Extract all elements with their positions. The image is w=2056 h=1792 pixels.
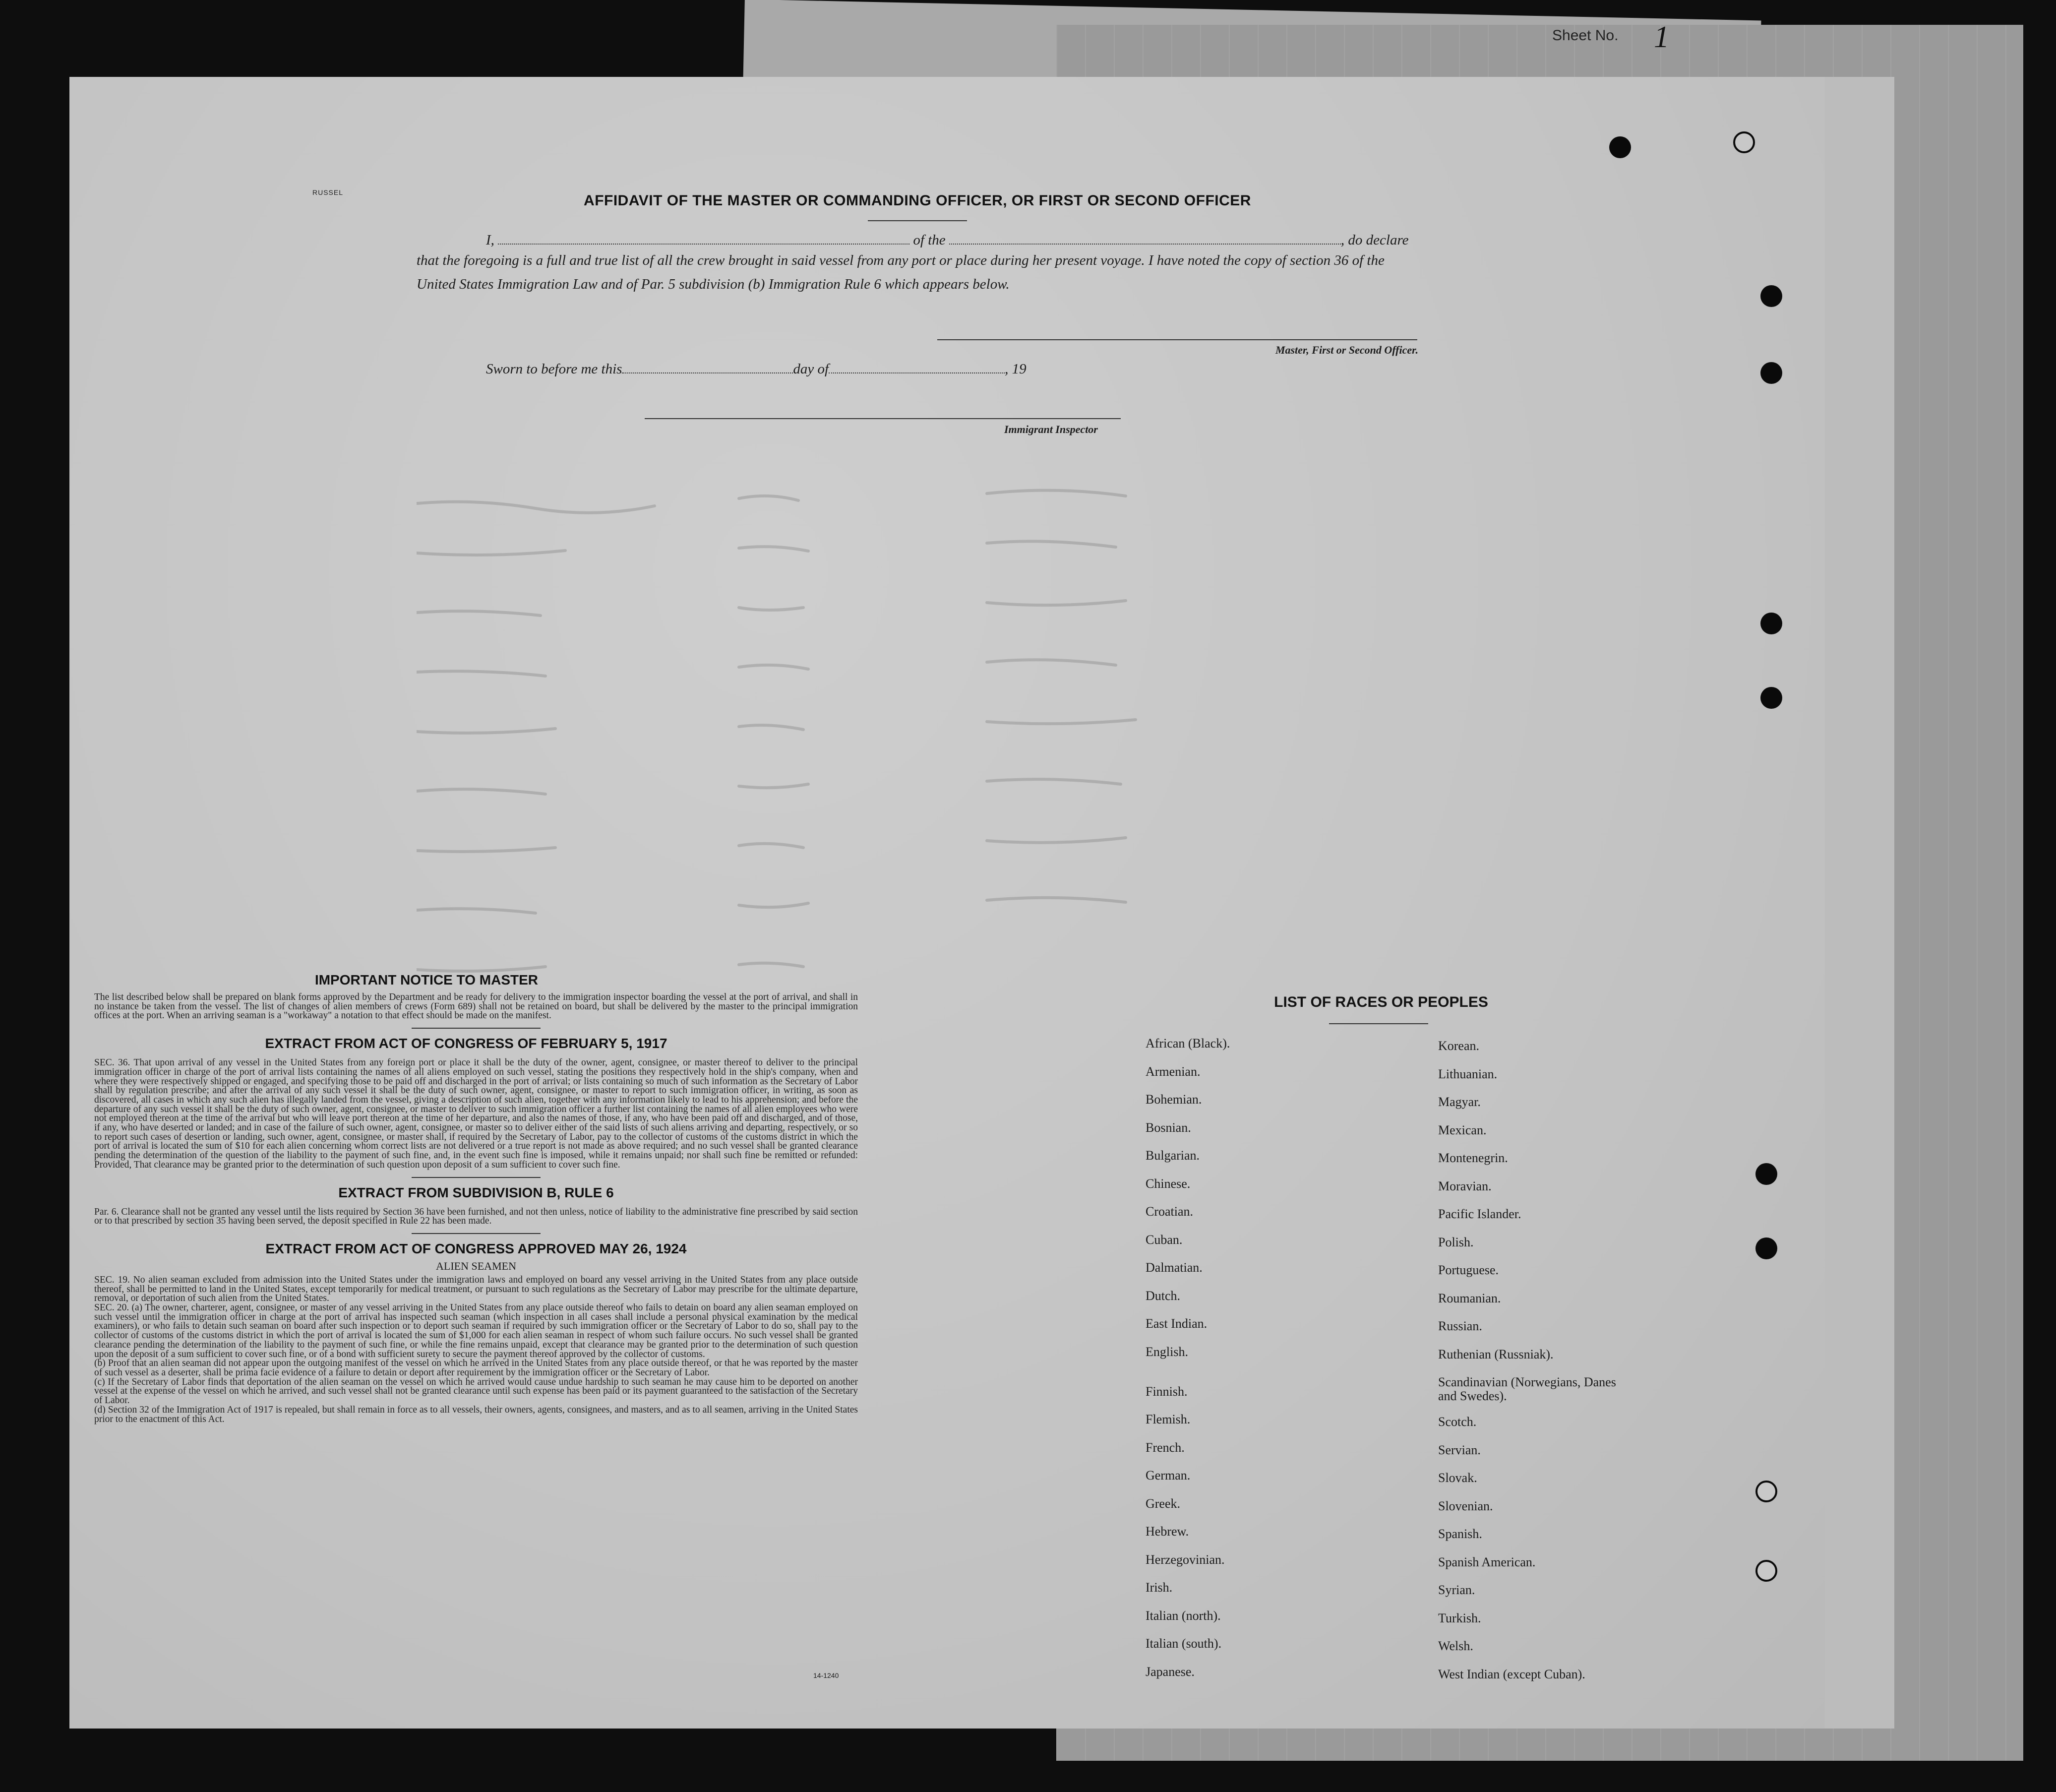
race-item: Pacific Islander. [1438,1207,1521,1221]
races-right-column [1438,1039,1627,1695]
race-item: Armenian. [1146,1064,1201,1079]
extract-1924-sec20c: (c) If the Secretary of Labor finds that deportation of the alien seaman on the vessel on which he arrived would cause undue hardship to such seaman he may cause him to be deported on another vessel at the expense of the vessel on which he arrived, and such vessel shall not be granted clearance until such expense has been paid or its payment guaranteed to the satisfaction of the Secretary of Labor. [94,1376,858,1406]
affidavit-section [417,192,1418,435]
race-item: Spanish. [1438,1527,1482,1541]
extract-1924-sec20b: (b) Proof that an alien seaman did not appear upon the outgoing manifest of the vessel on which he arrived in the United States from any place outside thereof, or that he was reported by the master of such vessel as a deserter, shall be prima facie evidence of a failure to detain or deport after requirement by the immigration officer or the Secretary of Labor. [94,1358,858,1378]
sworn-month-field[interactable] [829,362,1005,373]
extract-rule6-text: Par. 6. Clearance shall not be granted any vessel until the lists required by Section 36 have been furnished, and not then unless, notice of liability to the administrative fine prescribed by said section or to that prescribed by section 35 having been served, the deposit specified in Rule 22 has been made. [94,1206,858,1227]
race-item: Greek. [1146,1496,1181,1511]
punch-hole [1755,1481,1777,1502]
race-item: Bosnian. [1146,1120,1191,1135]
punch-hole [1755,1163,1777,1185]
race-item: Scandinavian (Norwegians, Danes and Swedes). [1438,1375,1616,1403]
extract-1924-sec20d: (d) Section 32 of the Immigration Act of 1917 is repealed, but shall remain in force as to all vessels, their owners, agents, consignees, and masters, and as to all seamen, arriving in the United States prior to the enactment of this Act. [94,1404,858,1424]
extract-1924-title: EXTRACT FROM ACT OF CONGRESS APPROVED MAY 26, 1924 [265,1240,687,1256]
race-item: African (Black). [1146,1036,1230,1050]
race-item: Bulgarian. [1146,1148,1200,1163]
sworn-prefix: Sworn to before me this [486,361,622,377]
race-item: Hebrew. [1146,1524,1189,1539]
race-item: Chinese. [1146,1176,1191,1191]
form-number: 14-1240 [813,1671,839,1679]
inspector-signature-line[interactable] [645,418,1121,419]
race-item: Roumanian. [1438,1291,1501,1305]
race-item: German. [1146,1468,1191,1483]
punch-hole [1760,285,1782,307]
extract-rule6-title: EXTRACT FROM SUBDIVISION B, RULE 6 [338,1184,614,1200]
affidavit-body: that the foregoing is a full and true list of all the crew brought in said vessel from any port or place during her present voyage. I have noted the copy of section 36 of the United States Immigration Law and of Par. 5 subdivision (b) Immigration Rule 6 which appears below. [417,252,1385,292]
extract-1924-sec20a: SEC. 20. (a) The owner, charterer, agent, consignee, or master of any vessel arriving in the United States from any place outside thereof who fails to detain on board any alien seaman employed on such vessel until the immigration officer in charge at the port of arrival has inspected such seaman (which inspection in all cases shall include a personal physical examination by the medical examiners), or who fails to detain such seaman on board after such inspection or to deport such seaman if required by such immigration officer or the Secretary of Labor to do so, shall pay to the collector of customs of the customs district in which the port of arrival is located the sum of $1,000 for each alien seaman in respect of whom such failure occurs. No such vessel shall be granted clearance pending the determination of the liability to the payment of such fine, or while the fine remains unpaid, except that clearance may be granted prior to the determination of such question upon the deposit of a sum sufficient to cover such fine, or of a bond with sufficient surety to secure the payment thereof approved by the collector of customs. [94,1302,858,1359]
notice-text: The list described below shall be prepared on blank forms approved by the Department and be ready for delivery to the immigration inspector boarding the vessel at the port of arrival, and shall in no instance be taken from the vessel. The list of changes of alien members of crews (Form 689) shall not be retained on board, but shall be delivered by the master to the principal immigration offices at the port. When an arriving seaman is a "workaway" a notation to that effect should be made on the manifest. [94,992,858,1021]
vessel-name-field[interactable] [949,233,1341,245]
punch-hole [1760,362,1782,384]
race-item: Magyar. [1438,1095,1481,1109]
race-item: Syrian. [1438,1583,1475,1597]
race-item: Slovak. [1438,1471,1477,1485]
punch-hole [1755,1560,1777,1582]
sworn-year: , 19 [1005,361,1027,377]
race-item: Cuban. [1146,1232,1183,1247]
race-item: Flemish. [1146,1412,1191,1426]
race-item: Montenegrin. [1438,1151,1508,1165]
sheet-no-label: Sheet No. [1552,27,1619,44]
race-item: Dutch. [1146,1288,1181,1303]
race-item: Polish. [1438,1235,1474,1249]
race-item: West Indian (except Cuban). [1438,1667,1585,1681]
race-item: Finnish. [1146,1384,1188,1399]
race-item: Spanish American. [1438,1554,1536,1569]
race-item: Italian (south). [1146,1636,1222,1651]
race-item: Korean. [1438,1039,1480,1053]
race-item: Mexican. [1438,1122,1487,1137]
signature-line[interactable] [937,339,1417,340]
races-title: LIST OF RACES OR PEOPLES [1274,994,1488,1010]
affidavit-of-the: of the [913,232,946,248]
race-item: Moravian. [1438,1178,1492,1193]
race-item: Welsh. [1438,1639,1473,1653]
race-item: Croatian. [1146,1204,1194,1219]
race-item: Russian. [1438,1319,1482,1333]
sworn-line [486,361,1027,377]
sheet-no-value: 1 [1654,20,1669,54]
race-item: Bohemian. [1146,1092,1202,1107]
affidavit-page [69,77,1825,1729]
punch-hole [1609,136,1631,158]
race-item: English. [1146,1344,1188,1359]
punch-hole [1755,1237,1777,1259]
race-item: Dalmatian. [1146,1260,1203,1275]
notice-title: IMPORTANT NOTICE TO MASTER [314,972,539,988]
affidavit-first-line [417,232,1418,248]
notice-section [94,972,858,1424]
signature-label: Master, First or Second Officer. [1275,344,1418,356]
affidavit-i: I, [486,232,494,248]
punch-hole [1733,131,1755,153]
race-item: Turkish. [1438,1610,1481,1625]
sworn-day-of: day of [793,361,829,377]
officer-name-field[interactable] [498,233,909,245]
extract-1924-sec19: SEC. 19. No alien seaman excluded from admission into the United States under the immigration laws and employed on board any vessel arriving in the United States from any place outside thereof, shall be permitted to land in the United States, except temporarily for medical treatment, or pursuant to such regulations as the Secretary of Labor may prescribe for the ultimate departure, removal, or deportation of such alien from the United States. [94,1274,858,1304]
race-item: Lithuanian. [1438,1066,1498,1081]
race-item: Italian (north). [1146,1608,1221,1623]
affidavit-declare: , do declare [1340,232,1409,248]
race-item: Portuguese. [1438,1263,1499,1277]
races-left-column [1146,1037,1230,1693]
race-item: Servian. [1438,1442,1481,1457]
affidavit-title: AFFIDAVIT OF THE MASTER OR COMMANDING OFFICER, OR FIRST OR SECOND OFFICER [584,192,1251,209]
race-item: Irish. [1146,1580,1173,1595]
punch-hole [1760,687,1782,709]
race-item: Herzegovinian. [1146,1552,1225,1567]
race-item: Scotch. [1438,1415,1477,1429]
inspector-label: Immigrant Inspector [1004,423,1098,435]
race-item: French. [1146,1440,1185,1455]
punch-hole [1760,613,1782,634]
extract-1917-title: EXTRACT FROM ACT OF CONGRESS OF FEBRUARY 5, 1917 [265,1036,667,1051]
sworn-day-field[interactable] [622,362,793,373]
race-item: East Indian. [1146,1316,1208,1331]
printer-stamp: RUSSEL [312,188,344,196]
extract-1917-text: SEC. 36. That upon arrival of any vessel in the United States from any foreign port or place it shall be the duty of the owner, agent, consignee, or master thereof to deliver to the principal immigration officer in charge of the port of arrival lists containing the names of all aliens employed on such vessel, stating the positions they respectively hold in the ship's company, when and where they were respectively shipped or engaged, and specifying those to be paid off and discharged in the port of arrival; or lists containing so much of such information as the Secretary of Labor shall by regulation prescribe; and after the arrival of any such vessel it shall be the duty of such owner, agent, consignee, or master to report to such immigration officer, in writing, as soon as discovered, all cases in which any such alien has illegally landed from the vessel, giving a description of such alien, together with any information likely to lead to his apprehension; and before the departure of any such vessel it shall be the duty of such owner, agent, consignee, or master to deliver to such immigration officer a further list containing the names of all alien employees who were not employed thereon at the time of the arrival but who will leave port thereon at the time of her departure, and also the names of those, if any, who have been paid off and discharged, and of those, if any, who have deserted or landed; and in case of the failure of such owner, agent, consignee, or master so to deliver either of the said lists of such aliens arriving and departing, respectively, or so to report such cases of desertion or landing, such owner, agent, consignee, or master shall, if required by the Secretary of Labor, pay to the collector of customs of the customs district in which the port of arrival is located the sum of $10 for each alien concerning whom correct lists are not delivered or a true report is not made as above required; and no such vessel shall be granted clearance pending the determination of the question of the liability to the payment of such fine, and, in the event such fine is imposed, while it remains unpaid; nor shall such fine be remitted or refunded: Provided, That clearance may be granted prior to the determination of such question upon deposit of a sum sufficient to cover such fine. [94,1057,858,1170]
extract-1924-subtitle: ALIEN SEAMEN [436,1259,516,1272]
race-item: Slovenian. [1438,1498,1493,1513]
race-item: Ruthenian (Russniak). [1438,1347,1554,1361]
race-item: Japanese. [1146,1664,1195,1679]
